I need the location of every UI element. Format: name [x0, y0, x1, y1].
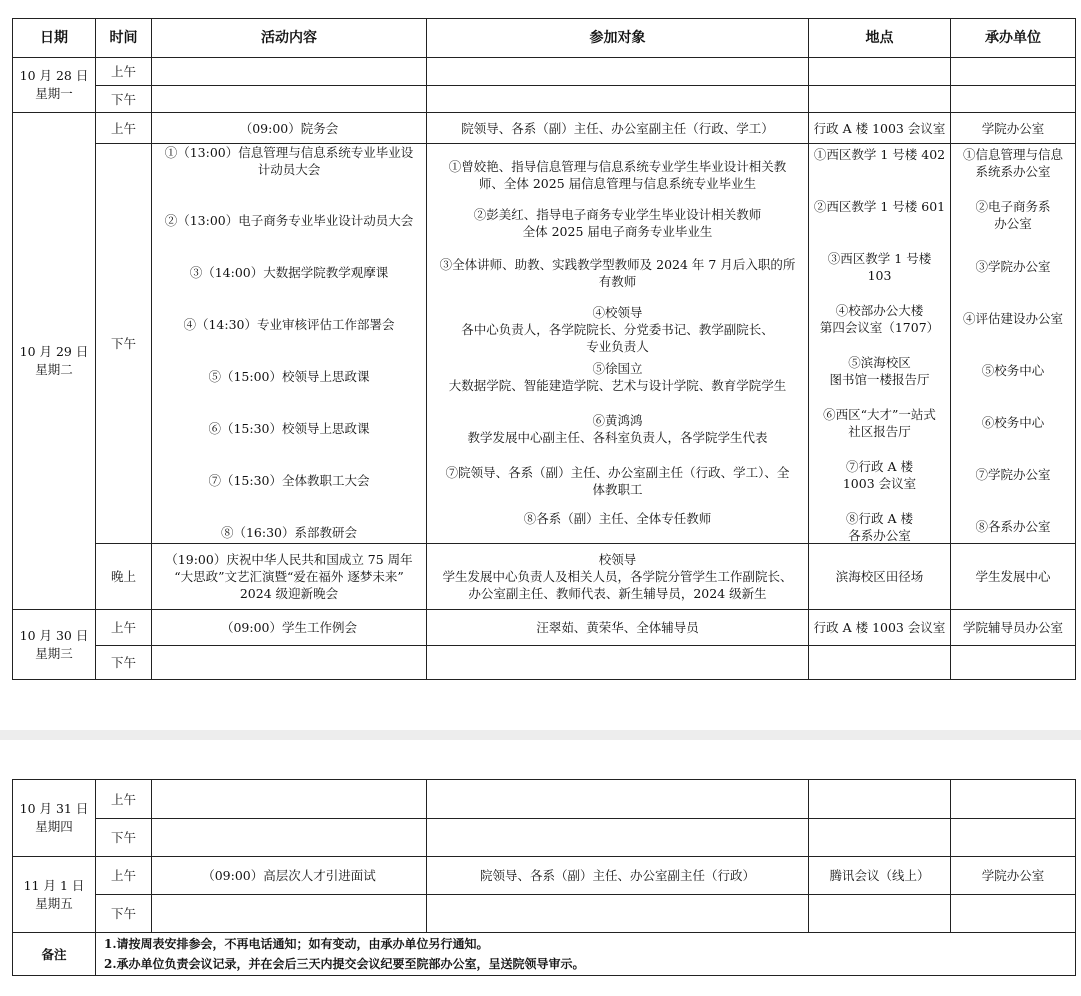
list-item: ⑤（15:00）校领导上思政课	[208, 369, 370, 384]
table-row	[13, 857, 1076, 895]
activity-participants: 院领导、各系（副）主任、办公室副主任（行政、学工）	[427, 113, 809, 144]
table-row	[13, 544, 1076, 610]
period-am: 上午	[96, 780, 152, 819]
day-weekday: 星期二	[35, 362, 73, 377]
day-cell-oct28	[13, 58, 96, 113]
day-weekday: 星期一	[35, 86, 73, 101]
activity-content: （09:00）学生工作例会	[152, 610, 427, 646]
day-cell-nov1	[13, 857, 96, 933]
empty-cell	[152, 58, 427, 86]
empty-cell	[152, 895, 427, 933]
empty-cell	[152, 780, 427, 819]
day-date: 10 月 31 日	[19, 801, 89, 816]
list-item: ⑦（15:30）全体教职工大会	[208, 473, 370, 488]
day-date: 10 月 29 日	[19, 344, 89, 359]
activity-location: 行政 A 楼 1003 会议室	[809, 113, 951, 144]
period-pm: 下午	[96, 144, 152, 544]
list-item: ①信息管理与信息 系统系办公室	[962, 147, 1063, 179]
list-item: ⑤校务中心	[981, 363, 1045, 378]
list-item: ⑧行政 A 楼 各系办公室	[846, 511, 913, 543]
list-item: ③全体讲师、助教、实践教学型教师及 2024 年 7 月后入职的所 有教师	[439, 257, 796, 289]
table-row	[13, 610, 1076, 646]
header-date: 日期	[13, 19, 96, 58]
list-item: ③（14:00）大数据学院教学观摩课	[189, 265, 389, 280]
remarks-line-1: 1.请按周表安排参会，不再电话通知；如有变动，由承办单位另行通知。	[104, 937, 489, 951]
schedule-table-top	[12, 18, 1076, 680]
activity-organizer-list	[951, 144, 1076, 544]
empty-cell	[152, 86, 427, 113]
activity-location: 腾讯会议（线上）	[809, 857, 951, 895]
empty-cell	[152, 819, 427, 857]
remarks-row	[13, 933, 1076, 976]
activity-organizer: 学院办公室	[951, 857, 1076, 895]
list-item: ⑦院领导、各系（副）主任、办公室副主任（行政、学工）、全 体教职工	[445, 465, 790, 497]
table-row	[13, 58, 1076, 86]
header-participants: 参加对象	[427, 19, 809, 58]
period-pm: 下午	[96, 895, 152, 933]
list-item: ③学院办公室	[975, 259, 1051, 274]
table-row	[13, 780, 1076, 819]
table-row	[13, 113, 1076, 144]
empty-cell	[427, 819, 809, 857]
list-item: ③西区教学 1 号楼 103	[827, 251, 932, 283]
list-item: ⑦行政 A 楼 1003 会议室	[842, 459, 917, 491]
day-cell-oct30	[13, 610, 96, 680]
activity-participants-list	[427, 144, 809, 544]
activity-content: （09:00）高层次人才引进面试	[152, 857, 427, 895]
activity-content: （09:00）院务会	[152, 113, 427, 144]
header-location: 地点	[809, 19, 951, 58]
empty-cell	[809, 895, 951, 933]
list-item: ⑤滨海校区 图书馆一楼报告厅	[829, 355, 930, 387]
period-am: 上午	[96, 113, 152, 144]
empty-cell	[427, 895, 809, 933]
period-am: 上午	[96, 58, 152, 86]
list-item: ①西区教学 1 号楼 402	[813, 147, 946, 162]
header-row	[13, 19, 1076, 58]
period-evening: 晚上	[96, 544, 152, 610]
list-item: ⑦学院办公室	[975, 467, 1051, 482]
empty-cell	[951, 819, 1076, 857]
list-item: ⑧各系办公室	[975, 519, 1051, 534]
empty-cell	[427, 86, 809, 113]
activity-participants: 院领导、各系（副）主任、办公室副主任（行政）	[427, 857, 809, 895]
day-date: 10 月 30 日	[19, 627, 89, 643]
activity-organizer: 学院办公室	[951, 113, 1076, 144]
activity-organizer: 学院辅导员办公室	[951, 610, 1076, 646]
list-item: ⑥（15:30）校领导上思政课	[208, 421, 370, 436]
content-text: （19:00）庆祝中华人民共和国成立 75 周年 “大思政”文艺汇演暨“爱在福外 逐梦未来” 2024 级迎新晚会	[165, 552, 413, 601]
activity-participants	[427, 544, 809, 610]
empty-cell	[809, 819, 951, 857]
period-pm: 下午	[96, 646, 152, 680]
empty-cell	[427, 780, 809, 819]
list-item: ⑥黄鸿鸿 教学发展中心副主任、各科室负责人，各学院学生代表	[467, 413, 768, 445]
list-item: ②彭美红、指导电子商务专业学生毕业设计相关教师 全体 2025 届电子商务专业毕业生	[473, 207, 762, 239]
header-time: 时间	[96, 19, 152, 58]
activity-location: 滨海校区田径场	[809, 544, 951, 610]
list-item: ⑧各系（副）主任、全体专任教师	[523, 511, 712, 526]
period-am: 上午	[96, 610, 152, 646]
list-item: ④评估建设办公室	[962, 311, 1063, 326]
activity-location: 行政 A 楼 1003 会议室	[809, 610, 951, 646]
day-weekday: 星期五	[35, 895, 73, 911]
list-item: ②电子商务系 办公室	[975, 199, 1051, 231]
table-row	[13, 144, 1076, 544]
activity-content	[152, 544, 427, 610]
empty-cell	[951, 895, 1076, 933]
header-content: 活动内容	[152, 19, 427, 58]
empty-cell	[951, 58, 1076, 86]
activity-organizer: 学生发展中心	[951, 544, 1076, 610]
empty-cell	[427, 646, 809, 680]
table-row	[13, 646, 1076, 680]
table-row	[13, 86, 1076, 113]
period-am: 上午	[96, 857, 152, 895]
remarks-label: 备注	[13, 933, 96, 976]
remarks-text	[96, 933, 1076, 976]
list-item: ⑥西区“大才”一站式 社区报告厅	[823, 407, 936, 439]
schedule-table-bottom	[12, 779, 1076, 976]
list-item: ⑥校务中心	[981, 415, 1045, 430]
activity-location-list	[809, 144, 951, 544]
list-item: ④（14:30）专业审核评估工作部署会	[183, 317, 395, 332]
day-weekday: 星期三	[35, 645, 73, 661]
day-date: 11 月 1 日	[23, 877, 85, 893]
empty-cell	[951, 780, 1076, 819]
table-row	[13, 895, 1076, 933]
list-item: ②（13:00）电子商务专业毕业设计动员大会	[164, 213, 414, 228]
empty-cell	[809, 58, 951, 86]
period-pm: 下午	[96, 819, 152, 857]
list-item: ④校部办公大楼 第四会议室（1707）	[819, 303, 940, 335]
day-date: 10 月 28 日	[19, 68, 89, 83]
remarks-line-2: 2.承办单位负责会议记录，并在会后三天内提交会议纪要至院部办公室，呈送院领导审示。	[104, 957, 585, 971]
table-row	[13, 819, 1076, 857]
empty-cell	[152, 646, 427, 680]
empty-cell	[809, 646, 951, 680]
list-item: ⑧（16:30）系部教研会	[220, 525, 358, 540]
activity-participants: 汪翠茹、黄荣华、全体辅导员	[427, 610, 809, 646]
activity-content-list	[152, 144, 427, 544]
empty-cell	[427, 58, 809, 86]
day-cell-oct29	[13, 113, 96, 610]
list-item: ②西区教学 1 号楼 601	[813, 199, 946, 214]
empty-cell	[809, 780, 951, 819]
list-item: ①（13:00）信息管理与信息系统专业毕业设 计动员大会	[164, 145, 414, 177]
day-weekday: 星期四	[35, 819, 73, 834]
list-item: ①曾姣艳、指导信息管理与信息系统专业学生毕业设计相关教 师、全体 2025 届信息管理与信息系统专业毕业生	[448, 159, 787, 191]
page-break-divider	[0, 730, 1081, 740]
day-cell-oct31	[13, 780, 96, 857]
empty-cell	[951, 646, 1076, 680]
participants-text: 校领导 学生发展中心负责人及相关人员，各学院分管学生工作副院长、 办公室副主任、教师代表、新生辅导员，2024 级新生	[442, 552, 793, 601]
empty-cell	[951, 86, 1076, 113]
header-organizer: 承办单位	[951, 19, 1076, 58]
empty-cell	[809, 86, 951, 113]
list-item: ⑤徐国立 大数据学院、智能建造学院、艺术与设计学院、教育学院学生	[448, 361, 787, 393]
list-item: ④校领导 各中心负责人，各学院院长、分党委书记、教学副院长、 专业负责人	[461, 305, 774, 354]
period-pm: 下午	[96, 86, 152, 113]
